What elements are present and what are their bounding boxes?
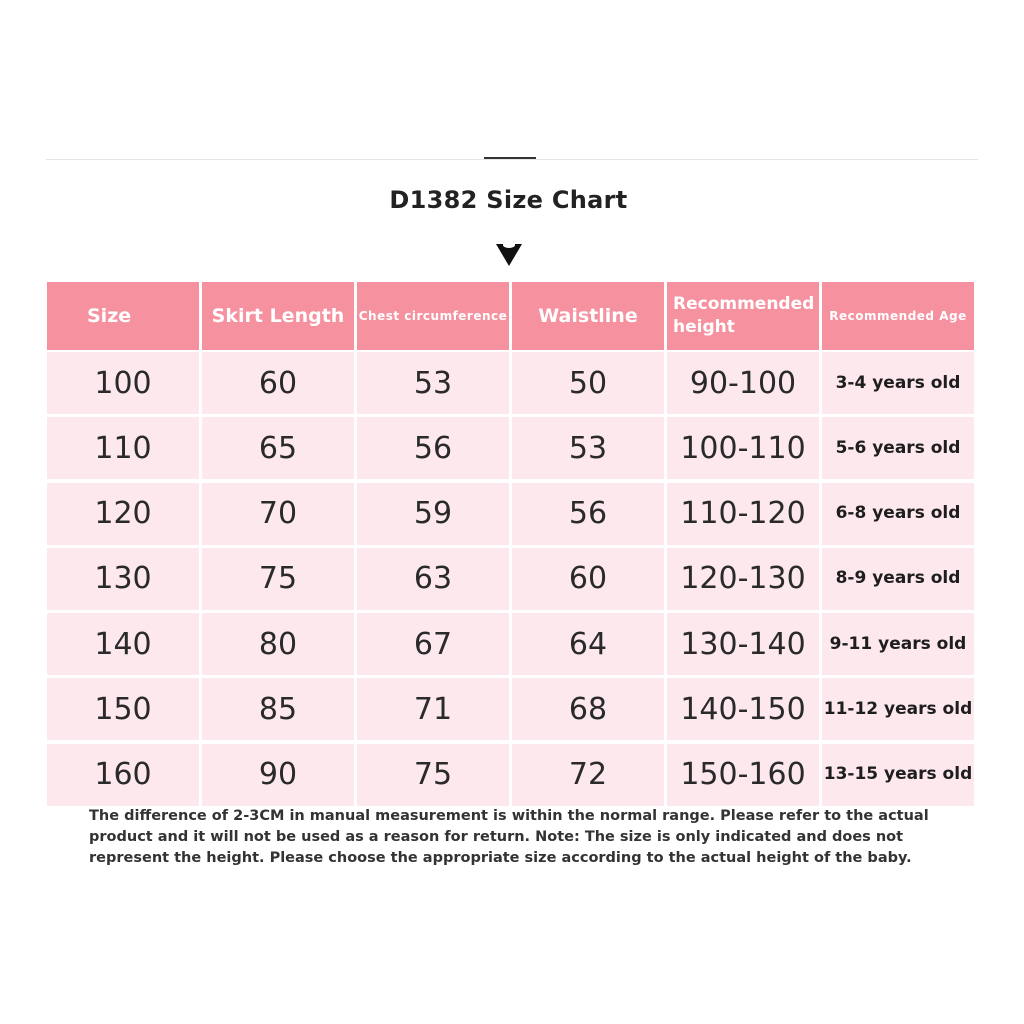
table-row [47,613,975,675]
header-size: Size [47,282,199,350]
table-row [47,678,975,740]
cell-skirt-length: 65 [202,417,354,479]
top-divider [46,159,978,160]
header-recommended-age: Recommended Age [822,282,974,350]
size-chart-table [47,282,975,802]
cell-height: 140-150 [667,678,819,740]
cell-waistline: 50 [512,352,664,414]
cell-age: 6-8 years old [822,483,974,545]
cell-size: 140 [47,613,199,675]
header-waistline: Waistline [512,282,664,350]
table-row [47,417,975,479]
table-row [47,548,975,610]
cell-height: 150-160 [667,744,819,806]
header-skirt-length: Skirt Length [202,282,354,350]
cell-chest: 67 [357,613,509,675]
table-row [47,744,975,806]
cell-skirt-length: 90 [202,744,354,806]
table-row [47,352,975,414]
table-row [47,483,975,545]
arrow-notch [503,242,515,248]
cell-age: 9-11 years old [822,613,974,675]
cell-size: 150 [47,678,199,740]
cell-size: 110 [47,417,199,479]
cell-size: 160 [47,744,199,806]
cell-waistline: 56 [512,483,664,545]
cell-age: 5-6 years old [822,417,974,479]
header-recommended-height: Recommended height [667,282,819,350]
header-chest-circumference: Chest circumference [357,282,509,350]
divider-accent [484,157,536,159]
cell-height: 100-110 [667,417,819,479]
cell-waistline: 53 [512,417,664,479]
page-title: D1382 Size Chart [389,186,628,214]
cell-skirt-length: 80 [202,613,354,675]
cell-height: 110-120 [667,483,819,545]
cell-size: 120 [47,483,199,545]
cell-chest: 53 [357,352,509,414]
cell-age: 11-12 years old [822,678,974,740]
cell-chest: 71 [357,678,509,740]
cell-size: 130 [47,548,199,610]
cell-chest: 56 [357,417,509,479]
cell-size: 100 [47,352,199,414]
cell-height: 120-130 [667,548,819,610]
cell-skirt-length: 85 [202,678,354,740]
cell-height: 90-100 [667,352,819,414]
cell-age: 8-9 years old [822,548,974,610]
measurement-note: The difference of 2-3CM in manual measurement is within the normal range. Please refer to the actual product and it will not be used as a reason for return. Note: The size is only indicated and does not represent the height. Please choose the appropriate size according to the actual height of the baby. [89,808,929,866]
cell-skirt-length: 75 [202,548,354,610]
cell-height: 130-140 [667,613,819,675]
cell-age: 13-15 years old [822,744,974,806]
cell-skirt-length: 60 [202,352,354,414]
cell-chest: 63 [357,548,509,610]
table-body [47,352,975,802]
cell-chest: 75 [357,744,509,806]
cell-waistline: 72 [512,744,664,806]
cell-waistline: 68 [512,678,664,740]
table-header-row [47,282,975,350]
cell-chest: 59 [357,483,509,545]
cell-waistline: 60 [512,548,664,610]
cell-age: 3-4 years old [822,352,974,414]
cell-waistline: 64 [512,613,664,675]
cell-skirt-length: 70 [202,483,354,545]
